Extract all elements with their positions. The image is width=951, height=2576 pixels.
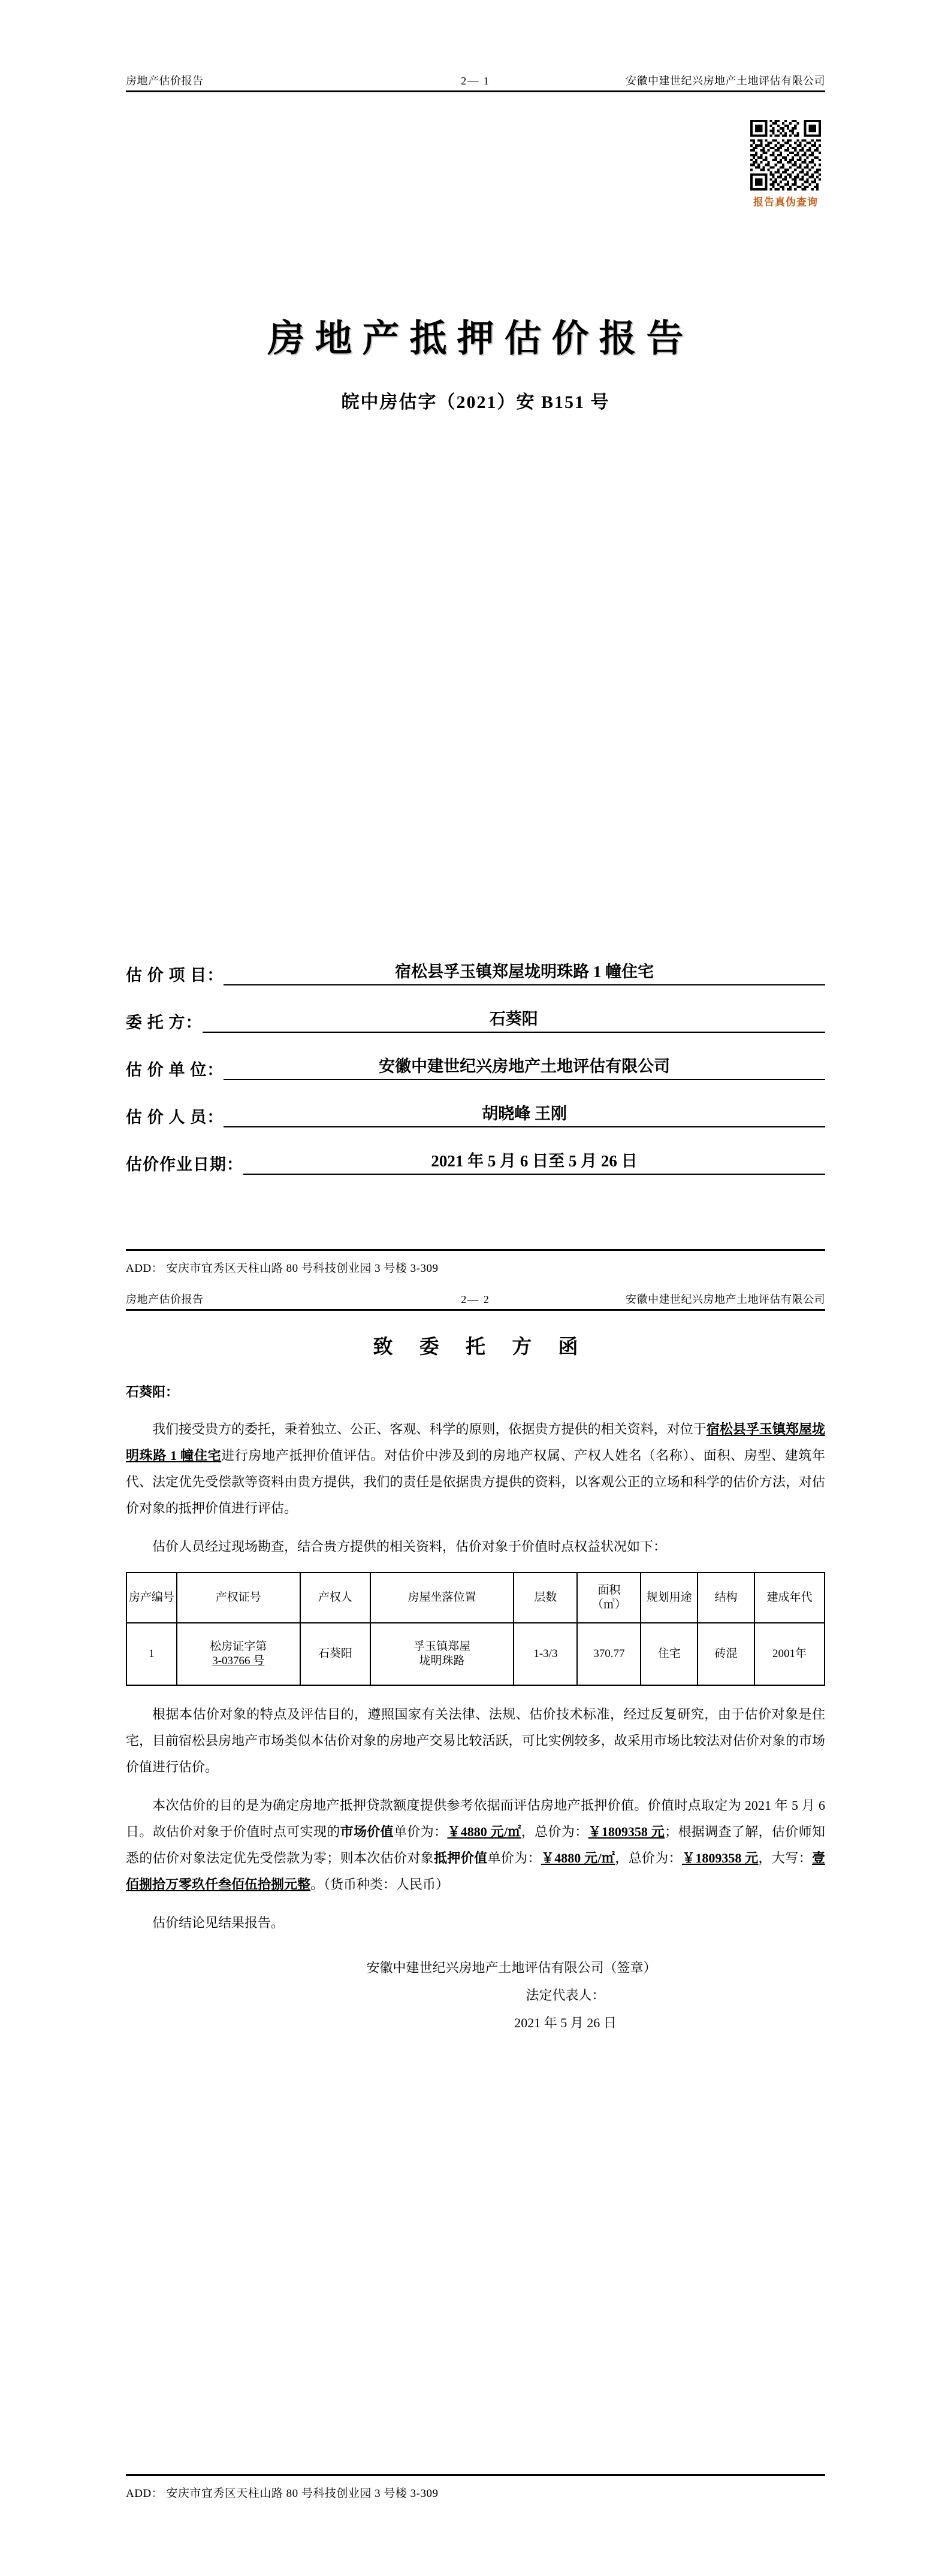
cell-certificate-no [177, 1623, 300, 1685]
mortgage-total-price: ￥1809358 元 [681, 1850, 759, 1866]
field-value-project[interactable]: 宿松县孚玉镇郑屋垅明珠路 1 幢住宅 [224, 959, 825, 985]
field-label-work-period: 估价作业日期： [126, 1156, 243, 1174]
cert-no-line2: 3-03766 号 [212, 1654, 265, 1667]
para4-part-b: 单价为： [394, 1824, 448, 1839]
para4-part-d: ；根据调查了解，估价师知悉的估价对象法定优先受偿款为零；则本次估价对象 [126, 1824, 825, 1866]
header-report-name-2: 房地产估价报告 [126, 1293, 204, 1305]
table-header-row [126, 1573, 825, 1623]
para1-part-a: 我们接受贵方的委托，秉着独立、公正、客观、科学的原则，依据贵方提供的相关资料，对位于 [152, 1421, 707, 1437]
field-row-client [126, 1006, 825, 1033]
para1-part-b: 进行房地产抵押价值评估。对估价中涉及到的房地产权属、产权人姓名（名称）、面积、房型、建筑年代、法定优先受偿款等资料由贵方提供，我们的责任是依据贵方提供的资料，以客观公正的立场和科学的估价方法，对估价对象的抵押价值进行评估。 [126, 1447, 825, 1516]
col-planned-usage: 规划用途 [641, 1573, 698, 1623]
field-row-appraisers [126, 1100, 825, 1127]
col-floors: 层数 [514, 1573, 577, 1623]
col-area-line2: （㎡） [591, 1598, 626, 1611]
para4-part-g: ，大写： [758, 1850, 812, 1866]
page-1-footer [0, 1249, 951, 1275]
letter-paragraph-5: 估价结论见结果报告。 [152, 1915, 285, 1930]
para4-part-f: ，总价为： [615, 1850, 682, 1866]
col-certificate-no: 产权证号 [177, 1573, 300, 1623]
col-location: 房屋坐落位置 [370, 1573, 514, 1623]
signature-legal-representative: 法定代表人： [526, 1987, 605, 2003]
location-line2: 垅明珠路 [419, 1654, 465, 1667]
para4-part-h: 。（货币种类：人民币） [310, 1876, 449, 1892]
col-owner: 产权人 [300, 1573, 370, 1623]
signature-block [126, 1954, 825, 2037]
letter-paragraph-4 [126, 1792, 825, 1898]
header-page-number-2: 2— 2 [461, 1293, 490, 1305]
para4-market-value-term: 市场价值 [340, 1824, 394, 1839]
cell-built-year: 2001年 [754, 1623, 825, 1685]
market-unit-price: ￥4880 元/㎡ [447, 1824, 521, 1839]
col-structure: 结构 [698, 1573, 754, 1623]
footer-address-2: ADD： 安庆市宜秀区天柱山路 80 号科技创业园 3 号楼 3-309 [126, 2474, 825, 2501]
letter-salutation: 石葵阳： [126, 1384, 179, 1399]
amount-in-chinese-capital: 壹佰捌拾万零玖仟叁佰伍拾捌元整 [126, 1850, 825, 1892]
field-label-project: 估 价 项 目： [126, 966, 224, 984]
cover-field-list [126, 959, 825, 1175]
cell-location [370, 1623, 514, 1685]
cover-fields-section [0, 959, 951, 1195]
field-row-work-period [126, 1148, 825, 1175]
cell-owner: 石葵阳 [300, 1623, 370, 1685]
col-property-id: 房产编号 [126, 1573, 177, 1623]
header-company-name: 安徽中建世纪兴房地产土地评估有限公司 [625, 75, 825, 87]
cell-structure: 砖混 [698, 1623, 754, 1685]
field-row-project [126, 959, 825, 985]
field-label-appraisers: 估 价 人 员： [126, 1108, 224, 1126]
page-title: 房地产抵押估价报告 [267, 316, 694, 360]
col-area [577, 1573, 641, 1623]
cell-floors: 1-3/3 [514, 1623, 577, 1685]
page-1 [0, 75, 951, 92]
qr-block [746, 120, 825, 208]
para4-part-e: 单价为： [487, 1850, 541, 1866]
qr-caption: 报告真伪查询 [753, 196, 818, 208]
page-2 [0, 1294, 951, 2037]
qr-section [0, 120, 951, 228]
cell-property-id: 1 [126, 1623, 177, 1685]
para4-part-a: 本次估价的目的是为确定房地产抵押贷款额度提供参考依据而评估房地产抵押价值。价值时点取定为 2021 年 5 月 6 日。故估价对象于价值时点可实现的 [126, 1797, 825, 1839]
field-value-appraisers[interactable]: 胡晓峰 王刚 [224, 1100, 825, 1127]
para4-mortgage-value-term: 抵押价值 [434, 1850, 488, 1866]
header-report-name: 房地产估价报告 [126, 75, 204, 87]
letter-paragraph-1 [126, 1416, 825, 1522]
page-2-running-header [126, 1294, 825, 1311]
field-label-appraisal-unit: 估 价 单 位： [126, 1061, 224, 1079]
para4-part-c: ，总价为： [521, 1824, 588, 1839]
header-company-name-2: 安徽中建世纪兴房地产土地评估有限公司 [625, 1293, 825, 1305]
location-line1: 孚玉镇郑屋 [413, 1640, 471, 1653]
mortgage-unit-price: ￥4880 元/㎡ [541, 1850, 615, 1866]
letter-paragraph-2: 估价人员经过现场勘查，结合贵方提供的相关资料，估价对象于价值时点权益状况如下： [152, 1538, 667, 1554]
property-table-body [126, 1623, 825, 1685]
cell-area: 370.77 [577, 1623, 641, 1685]
market-total-price: ￥1809358 元 [588, 1824, 665, 1839]
footer-address-1: ADD： 安庆市宜秀区天柱山路 80 号科技创业园 3 号楼 3-309 [126, 1249, 825, 1275]
page-1-running-header [126, 75, 825, 92]
field-value-client[interactable]: 石葵阳 [203, 1006, 826, 1033]
col-built-year: 建成年代 [754, 1573, 825, 1623]
field-label-client: 委 托 方： [126, 1014, 203, 1032]
header-page-number: 2— 1 [461, 75, 490, 87]
letter-paragraph-3: 根据本估价对象的特点及评估目的，遵照国家有关法律、法规、估价技术标准，经过反复研究，由于估价对象是住宅，目前宿松县房地产市场类似本估价对象的房地产交易比较活跃，可比实例较多，故采用市场比较法对估价对象的市场价值进行估价。 [126, 1706, 825, 1774]
report-number: 皖中房估字（2021）安 B151 号 [341, 392, 610, 412]
field-row-appraisal-unit [126, 1053, 825, 1080]
signature-company: 安徽中建世纪兴房地产土地评估有限公司（签章） [366, 1960, 657, 1975]
signature-date: 2021 年 5 月 26 日 [514, 2015, 617, 2031]
letter-title: 致 委 托 方 函 [373, 1336, 589, 1358]
qr-code-icon [750, 120, 821, 191]
field-value-work-period[interactable]: 2021 年 5 月 6 日至 5 月 26 日 [243, 1148, 825, 1175]
table-row [126, 1623, 825, 1685]
field-value-appraisal-unit[interactable]: 安徽中建世纪兴房地产土地评估有限公司 [224, 1053, 825, 1080]
col-area-line1: 面积 [597, 1584, 621, 1597]
property-table [126, 1572, 825, 1686]
cover-title-section [0, 309, 951, 413]
page-2-footer [0, 2474, 951, 2501]
cell-planned-usage: 住宅 [641, 1623, 698, 1685]
para1-subject-property: 宿松县孚玉镇郑屋垅明珠路 1 幢住宅 [126, 1421, 825, 1463]
cert-no-line1: 松房证字第 [210, 1640, 267, 1653]
property-table-head [126, 1573, 825, 1623]
